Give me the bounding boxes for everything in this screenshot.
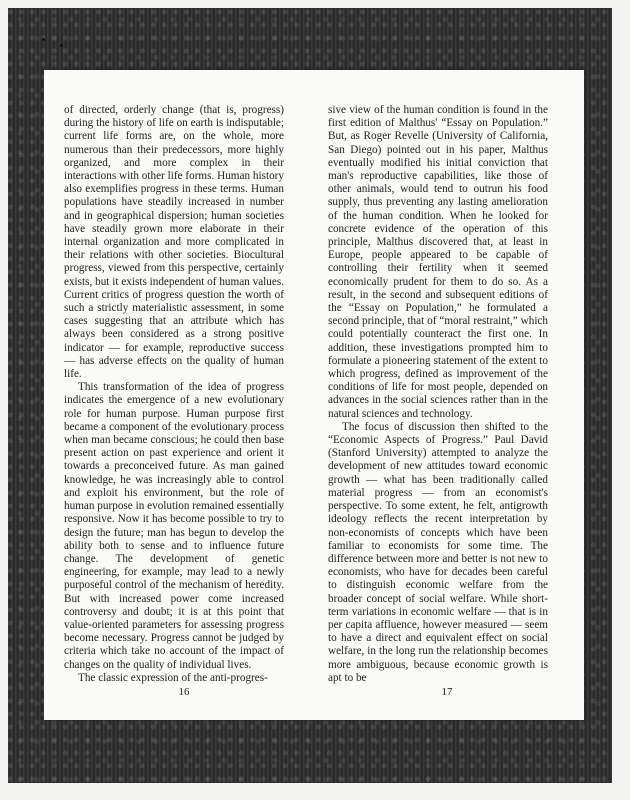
scanned-photocopy-frame — [8, 8, 612, 783]
paragraph: The classic expression of the anti-progres- — [78, 671, 268, 684]
paragraph: The focus of discussion then shifted to the “Economic Aspects of Progress.” Paul David (Stanford University) attempted to analyze the development of new attitudes toward economic growth — what has been traditionally called material progress — from an economist's perspective. To some extent, he felt, antigrowth ideology reflects the recent interpretation by non-economists of concepts which have been familiar to economists for some time. The difference between more and better is not new to economists, who have for decades been careful to distinguish economic welfare from the broader concept of social welfare. While short-term variations in economic welfare — that is in per capita affluence, however measured — seem to have a direct and equivalent effect on social welfare, in the long run the relationship becomes more ambiguous, because economic growth is apt to be — [328, 420, 548, 684]
right-page-text — [328, 104, 548, 685]
paragraph: This transformation of the idea of progress indicates the emergence of a new evolutionary role for human purpose. Human purpose first became a component of the evolutionary process when man became conscious; he could then base present action on past experience and orient it towards a preconceived future. As man gained knowledge, he was increasingly able to control and exploit his environment, but the role of human purpose in evolution remained essentially responsive. Now it has become possible to try to design the future; man has begun to develop the ability both to sense and to influence future change. The development of genetic engineering, for example, may lead to a newly purposeful control of the mechanism of heredity. But with increased power come increased controversy and doubt; it is at this point that value-oriented parameters for assessing progress become necessary. Progress cannot be judged by criteria which take no account of the impact of changes on the quality of individual lives. — [64, 381, 284, 671]
paragraph: sive view of the human condition is found in the first edition of Malthus' “Essay on Population.” But, as Roger Revelle (University of California, San Diego) pointed out in his paper, Malthus eventually modified his initial conviction that man's reproductive capabilities, like those of other animals, would tend to outrun his food supply, thus preventing any lasting amelioration of the human condition. When he looked for concrete evidence of the operation of this principle, Malthus discovered that, at least in Europe, people appeared to be capable of controlling their fertility when it seemed economically prudent for them to do so. As a result, in the second and subsequent editions of the “Essay on Population,” he formulated a second principle, that of “moral restraint,” which could potentially counteract the first one. In addition, these investigations prompted him to formulate a pioneering statement of the extent to which progress, defined as improvement of the conditions of life for most people, depended on advances in the social sciences rather than in the natural sciences and technology. — [328, 104, 548, 420]
book-spread — [44, 70, 584, 720]
left-page-text — [64, 104, 284, 685]
scan-speck — [60, 44, 63, 47]
scan-speck — [42, 38, 45, 41]
page-number-left: 16 — [178, 686, 190, 698]
paragraph: of directed, orderly change (that is, progress) during the history of life on earth is indisputable; current life forms are, on the whole, more numerous than their predecessors, more highly organized, and more complex in their interactions with other life forms. Human history also exemplifies progress in these terms. Human populations have steadily increased in number and in geographical dispersion; human societies have steadily grown more elaborate in their internal organization and more complicated in their relations with other societies. Biocultural progress, viewed from this perspective, certainly exists, but it exists independent of human values. Current critics of progress question the worth of such a strictly materialistic assessment, in some cases suggesting that an attribute which has always been considered as a strong positive indicator — for example, reproductive success — has adverse effects on the quality of human life. — [64, 104, 284, 381]
page-number-right: 17 — [441, 686, 453, 698]
